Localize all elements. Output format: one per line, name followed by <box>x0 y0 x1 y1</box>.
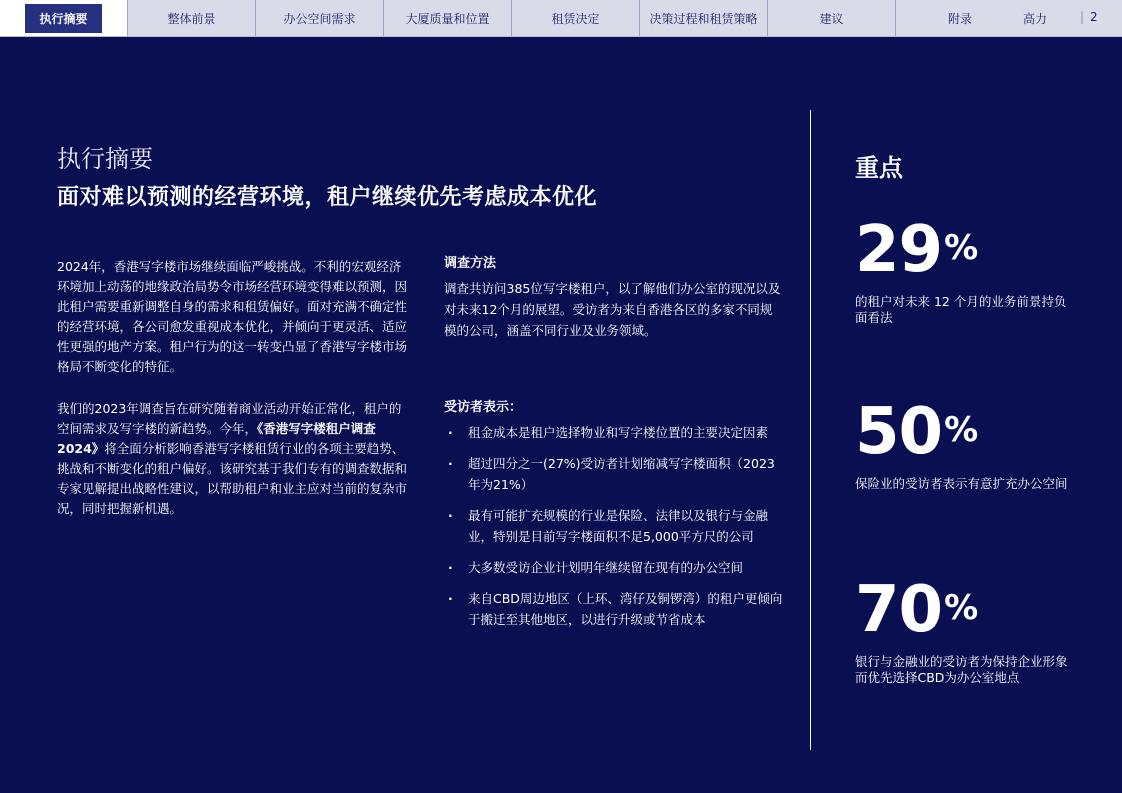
page-headline: 面对难以预测的经营环境，租户继续优先考虑成本优化 <box>57 185 598 210</box>
stat-value: 29 <box>855 213 943 287</box>
stat-number <box>855 573 1070 647</box>
method-heading: 调查方法 <box>444 256 497 271</box>
tab-label: 租赁决定 <box>551 11 600 26</box>
report-title-bold: 《香港写字楼租户调查2024》 <box>57 421 376 456</box>
page-number-value: 2 <box>1090 10 1098 24</box>
tab-label: 决策过程和租赁策略 <box>649 11 758 26</box>
tab-recommendations[interactable] <box>768 0 896 36</box>
intro-p2-text-b: 将全面分析影响香港写字楼租赁行业的各项主要趋势、挑战和不断变化的租户偏好。该研究基于我们专有的调查数据和专家见解提出战略性建议，以帮助租户和业主应对当前的复杂市况，同时把握新机遇。 <box>57 441 408 516</box>
tab-label: 建议 <box>819 11 844 26</box>
tab-decision-process-strategy[interactable] <box>640 0 768 36</box>
list-item: · 租金成本是租户选择物业和写字楼位置的主要决定因素 <box>444 422 784 443</box>
method-text: 调查共访问385位写字楼租户，以了解他们办公室的现况以及对未来12个月的展望。受访者为来自香港各区的多家不同规模的公司，涵盖不同行业及业务领域。 <box>444 281 781 338</box>
stat-unit: % <box>944 228 978 268</box>
stat-number <box>855 395 1070 469</box>
tab-label: 办公空间需求 <box>283 11 356 26</box>
findings-column <box>444 253 784 640</box>
stat-unit: % <box>944 588 978 628</box>
tab-leasing-decision[interactable] <box>512 0 640 36</box>
tab-office-space-demand[interactable] <box>256 0 384 36</box>
intro-p2-text-a: 我们的2023年调查旨在研究随着商业活动开始正常化，租户的空间需求及写字楼的新趋势。今年， <box>57 401 402 436</box>
stat-value: 50 <box>855 395 943 469</box>
brand-logo-text: 高力 <box>1023 12 1048 26</box>
stat-number <box>855 213 1070 287</box>
stat-block-2 <box>855 395 1070 492</box>
tab-overall-outlook[interactable] <box>128 0 256 36</box>
list-item: · 最有可能扩充规模的行业是保险、法律以及银行与金融业，特别是目前写字楼面积不足5,000平方尺的公司 <box>444 505 784 547</box>
tab-label: 大厦质量和位置 <box>405 11 490 26</box>
stat-description: 银行与金融业的受访者为保持企业形象而优先选择CBD为办公室地点 <box>855 654 1068 685</box>
intro-paragraph-1: 2024年，香港写字楼市场继续面临严峻挑战。不利的宏观经济环境加上动荡的地缘政治局势令市场经营环境变得难以预测，因此租户需要重新调整自身的需求和租赁偏好。面对充满不确定性的经营环境，各公司愈发重视成本优化，并倾向于更灵活、适应性更强的地产方案。租户行为的这一转变凸显了香港写字楼市场格局不断变化的特征。 <box>57 259 408 374</box>
intro-column <box>57 257 409 541</box>
list-item: · 大多数受访企业计划明年继续留在现有的办公空间 <box>444 557 784 578</box>
stat-description: 的租户对未来 12 个月的业务前景持负面看法 <box>855 294 1067 325</box>
stat-block-3 <box>855 573 1070 686</box>
list-item: · 超过四分之一(27%)受访者计划缩减写字楼面积（2023年为21%） <box>444 453 784 495</box>
stat-value: 70 <box>855 573 943 647</box>
tab-label: 执行摘要 <box>25 4 101 33</box>
stat-block-1 <box>855 213 1070 326</box>
findings-heading: 受访者表示： <box>444 400 523 415</box>
stat-unit: % <box>944 410 978 450</box>
tab-appendix[interactable] <box>896 0 1024 36</box>
tab-building-quality-location[interactable] <box>384 0 512 36</box>
highlights-title: 重点 <box>855 154 903 182</box>
intro-paragraph-2 <box>57 399 409 519</box>
tab-label: 整体前景 <box>167 11 216 26</box>
tab-label: 附录 <box>947 11 972 26</box>
findings-list <box>444 422 784 630</box>
vertical-divider <box>810 110 811 750</box>
tab-executive-summary[interactable] <box>0 0 128 36</box>
section-label: 执行摘要 <box>57 145 153 173</box>
top-navigation <box>0 0 1122 37</box>
list-item: · 来自CBD周边地区（上环、湾仔及铜锣湾）的租户更倾向于搬迁至其他地区，以进行升级或节省成本 <box>444 588 784 630</box>
page-number: | 2 <box>1080 10 1098 24</box>
stat-description: 保险业的受访者表示有意扩充办公空间 <box>855 476 1068 491</box>
